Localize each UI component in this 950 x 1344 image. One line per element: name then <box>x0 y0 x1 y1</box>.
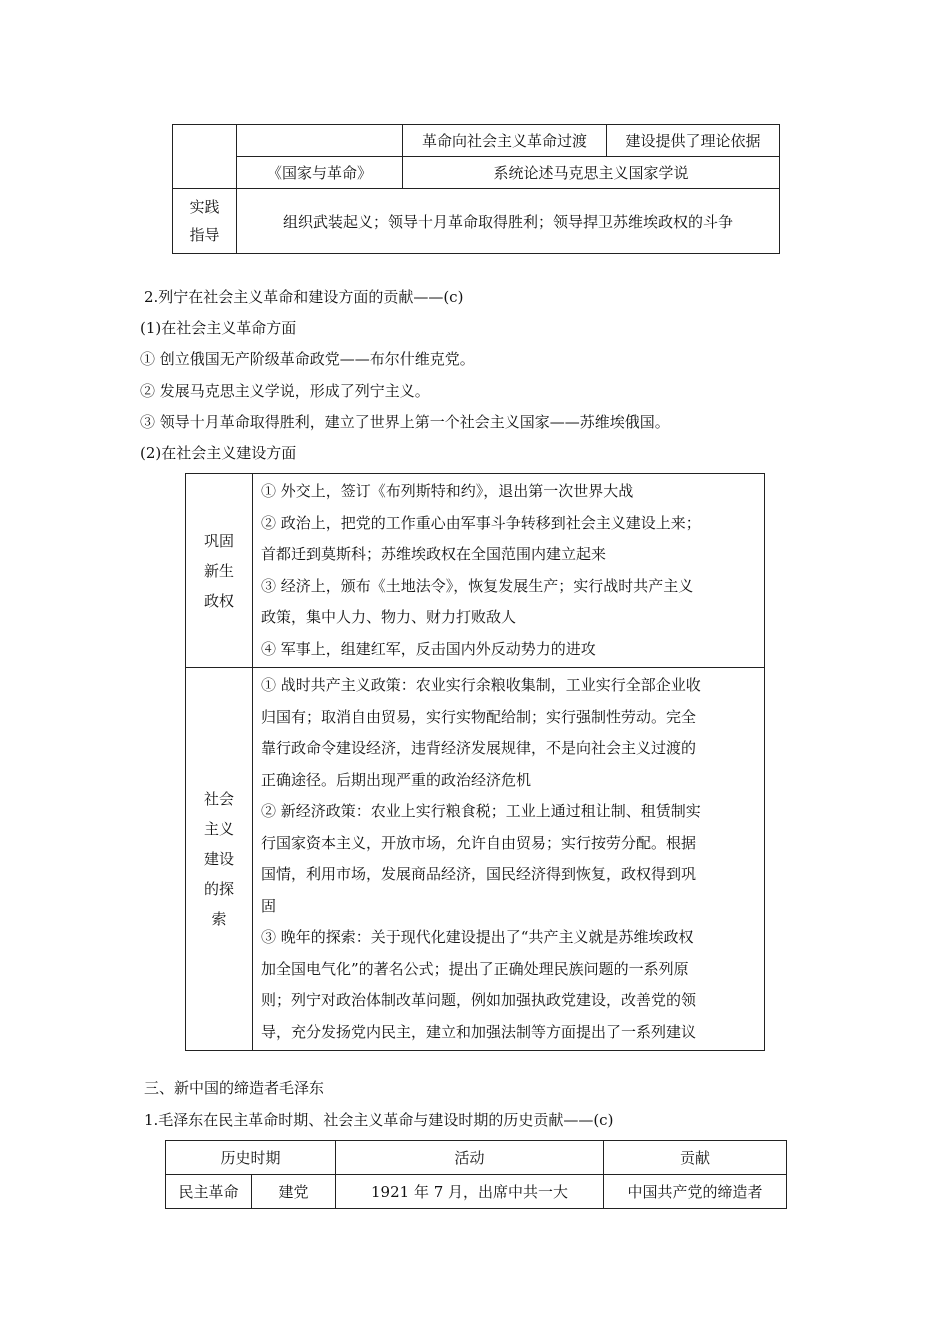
content-line: 则；列宁对政治体制改革问题，例如加强执政党建设，改善党的领 <box>261 991 697 1009</box>
socialist-exploration-label <box>186 668 253 1051</box>
table-row <box>173 157 780 189</box>
subsection-heading: 1.毛泽东在民主革命时期、社会主义革命与建设时期的历史贡献——(c) <box>144 1111 614 1129</box>
table-header-row <box>166 1141 787 1175</box>
content-line: 首都迁到莫斯科；苏维埃政权在全国范围内建立起来 <box>261 545 607 563</box>
column-header: 活动 <box>336 1141 604 1175</box>
content-line: ④ 军事上，组建红军，反击国内外反动势力的进攻 <box>261 639 596 658</box>
consolidate-regime-label <box>186 474 253 668</box>
work-title-cell: 《国家与革命》 <box>237 157 403 189</box>
mao-contribution-table <box>165 1140 787 1209</box>
work-description-cell: 系统论述马克思主义国家学说 <box>403 157 780 189</box>
label-line: 新生 <box>203 561 234 580</box>
content-line: 国情，利用市场，发展商品经济，国民经济得到恢复，政权得到巩 <box>261 865 697 883</box>
content-line: 靠行政命令建设经济，违背经济发展规律，不是向社会主义过渡的 <box>261 739 697 757</box>
list-item: ③ 领导十月革命取得胜利，建立了世界上第一个社会主义国家——苏维埃俄国。 <box>140 413 670 431</box>
practice-label-cell <box>173 189 237 254</box>
section-heading: 2.列宁在社会主义革命和建设方面的贡献——(c) <box>144 288 464 306</box>
subsection-heading: (1)在社会主义革命方面 <box>140 319 297 337</box>
label-line: 索 <box>211 910 227 928</box>
column-header: 贡献 <box>604 1141 787 1175</box>
consolidate-regime-content <box>253 474 765 668</box>
label-line: 巩固 <box>203 531 234 550</box>
label-line: 的探 <box>203 880 234 898</box>
list-item: ① 创立俄国无产阶级革命政党——布尔什维克党。 <box>140 350 475 368</box>
table-cell: 建党 <box>252 1175 336 1209</box>
label-line: 社会 <box>203 790 234 808</box>
content-line: 导，充分发扬党内民主，建立和加强法制等方面提出了一系列建议 <box>261 1022 697 1041</box>
content-line: ① 外交上，签订《布列斯特和约》，退出第一次世界大战 <box>261 482 634 500</box>
content-line: 行国家资本主义，开放市场，允许自由贸易；实行按劳分配。根据 <box>261 833 697 852</box>
table-cell: 1921 年 7 月，出席中共一大 <box>336 1175 604 1209</box>
content-line: 固 <box>261 896 277 915</box>
subsection-heading: (2)在社会主义建设方面 <box>140 444 297 462</box>
column-header: 历史时期 <box>166 1141 336 1175</box>
empty-cell <box>237 125 403 157</box>
content-line: 加全国电气化”的著名公式；提出了正确处理民族问题的一系列原 <box>261 959 689 978</box>
table-cell: 民主革命 <box>166 1175 252 1209</box>
content-line: ① 战时共产主义政策：农业实行余粮收集制，工业实行全部企业收 <box>261 676 701 694</box>
table-cell: 中国共产党的缔造者 <box>604 1175 787 1209</box>
content-line: 归国有；取消自由贸易，实行实物配给制；实行强制性劳动。完全 <box>261 707 697 726</box>
section-heading: 三、新中国的缔造者毛泽东 <box>144 1079 325 1097</box>
label-line: 指导 <box>189 226 220 244</box>
list-item: ② 发展马克思主义学说，形成了列宁主义。 <box>140 382 430 400</box>
socialist-exploration-content <box>253 668 765 1051</box>
label-line: 实践 <box>189 198 220 216</box>
table-cell: 革命向社会主义革命过渡 <box>403 125 607 157</box>
table-cell: 建设提供了理论依据 <box>607 125 780 157</box>
table-row <box>166 1175 787 1209</box>
content-line: ③ 经济上，颁布《土地法令》，恢复发展生产；实行战时共产主义 <box>261 576 694 595</box>
table-row <box>173 125 780 157</box>
label-line: 建设 <box>203 850 234 868</box>
table-row <box>186 668 765 1051</box>
table-row <box>186 474 765 668</box>
content-line: 正确途径。后期出现严重的政治经济危机 <box>261 770 532 789</box>
content-line: ② 政治上，把党的工作重心由军事斗争转移到社会主义建设上来； <box>261 513 701 532</box>
table-row <box>173 189 780 254</box>
content-line: 政策，集中人力、物力、财力打败敌人 <box>261 608 517 626</box>
label-line: 主义 <box>203 820 234 838</box>
content-line: ③ 晚年的探索：关于现代化建设提出了“共产主义就是苏维埃政权 <box>261 928 694 946</box>
empty-label-cell <box>173 125 237 189</box>
content-line: ② 新经济政策：农业上实行粮食税；工业上通过租让制、租赁制实 <box>261 802 701 820</box>
lenin-construction-table <box>185 473 765 1051</box>
practice-content-cell: 组织武装起义；领导十月革命取得胜利；领导捍卫苏维埃政权的斗争 <box>237 189 780 254</box>
label-line: 政权 <box>203 591 234 610</box>
lenin-theory-table-continued <box>172 124 780 254</box>
